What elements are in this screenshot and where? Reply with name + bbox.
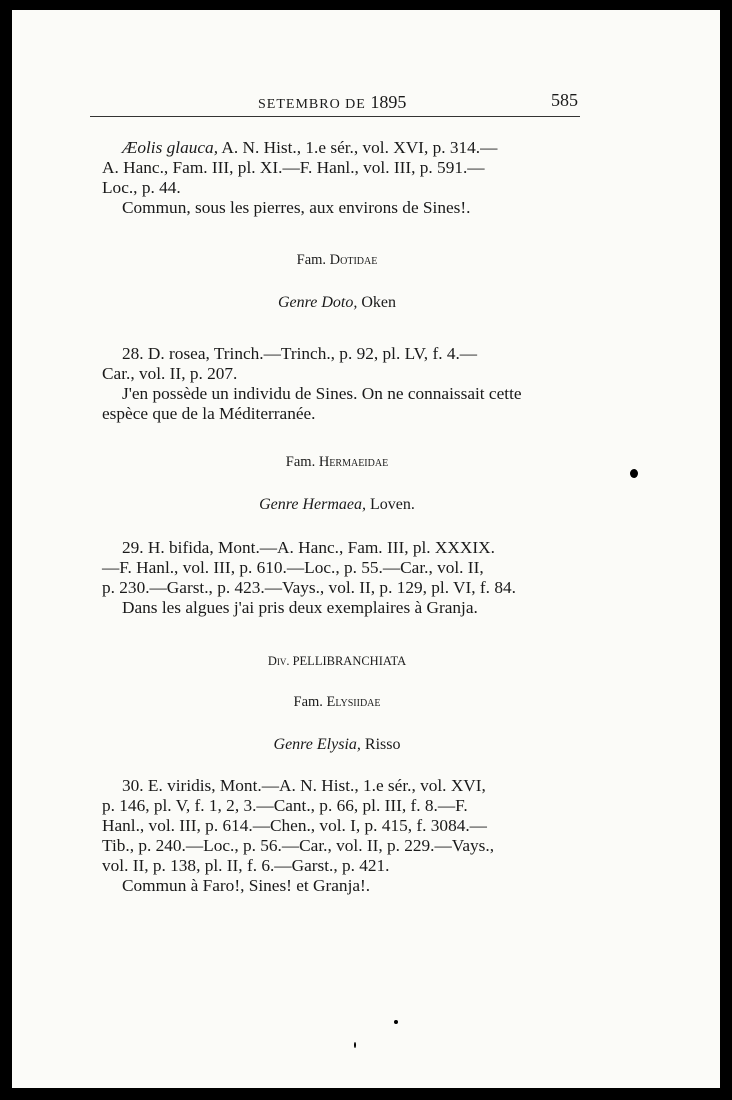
entry-28-line-1: 28. D. rosea, Trinch.—Trinch., p. 92, pl. LV, f. 4.— (122, 344, 478, 363)
entry-29-line-3: p. 230.—Garst., p. 423.—Vays., vol. II, p. 129, pl. VI, f. 84. (102, 578, 516, 597)
aeolis-line-1: Æolis glauca, A. N. Hist., 1.e sér., vol. XVI, p. 314.— (122, 138, 498, 157)
genus-heading-doto: Genre Doto, Oken (277, 294, 397, 311)
family-heading-dotidae: Fam. Dotidae (296, 252, 378, 268)
entry-30 (102, 776, 572, 896)
family-heading-elysiidae: Fam. Elysiidae (293, 694, 381, 710)
ink-speck (630, 469, 638, 478)
genus-heading-hermaea: Genre Hermaea, Loven. (259, 496, 415, 513)
entry-28-line-2: Car., vol. II, p. 207. (102, 364, 238, 383)
division-heading-pellibranchiata: Div. PELLIBRANCHIATA (267, 654, 407, 668)
aeolis-line-4: Commun, sous les pierres, aux environs de Sines!. (122, 198, 471, 217)
entry-30-line-1: 30. E. viridis, Mont.—A. N. Hist., 1.e sér., vol. XVI, (122, 776, 486, 795)
entry-28 (102, 344, 572, 424)
aeolis-entry (102, 138, 572, 218)
aeolis-line-3: Loc., p. 44. (102, 178, 181, 197)
page (12, 10, 720, 1088)
entry-29 (102, 538, 572, 618)
entry-29-line-2: —F. Hanl., vol. III, p. 610.—Loc., p. 55.—Car., vol. II, (102, 558, 484, 577)
family-heading-hermaeidae: Fam. Hermaeidae (285, 454, 389, 470)
running-header (90, 90, 580, 117)
aeolis-line-2: A. Hanc., Fam. III, pl. XI.—F. Hanl., vol. III, p. 591.— (102, 158, 485, 177)
entry-30-line-2: p. 146, pl. V, f. 1, 2, 3.—Cant., p. 66, pl. III, f. 8.—F. (102, 796, 468, 815)
entry-30-line-5: vol. II, p. 138, pl. II, f. 6.—Garst., p. 421. (102, 856, 390, 875)
entry-29-line-4: Dans les algues j'ai pris deux exemplaires à Granja. (122, 598, 478, 617)
entry-29-line-1: 29. H. bifida, Mont.—A. Hanc., Fam. III, pl. XXXIX. (122, 538, 495, 557)
entry-28-line-4: espèce que de la Méditerranée. (102, 404, 316, 423)
ink-speck (394, 1020, 398, 1024)
page-number: 585 (551, 90, 578, 110)
running-title: SETEMBRO DE 1895 (258, 92, 407, 112)
entry-30-line-4: Tib., p. 240.—Loc., p. 56.—Car., vol. II, p. 229.—Vays., (102, 836, 495, 855)
entry-30-line-6: Commun à Faro!, Sines! et Granja!. (122, 876, 371, 895)
entry-28-line-3: J'en possède un individu de Sines. On ne connaissait cette (122, 384, 522, 403)
genus-heading-elysia: Genre Elysia, Risso (273, 736, 401, 753)
header-year: 1895 (370, 92, 407, 112)
entry-30-line-3: Hanl., vol. III, p. 614.—Chen., vol. I, p. 415, f. 3084.— (102, 816, 487, 835)
ink-speck (354, 1042, 356, 1048)
